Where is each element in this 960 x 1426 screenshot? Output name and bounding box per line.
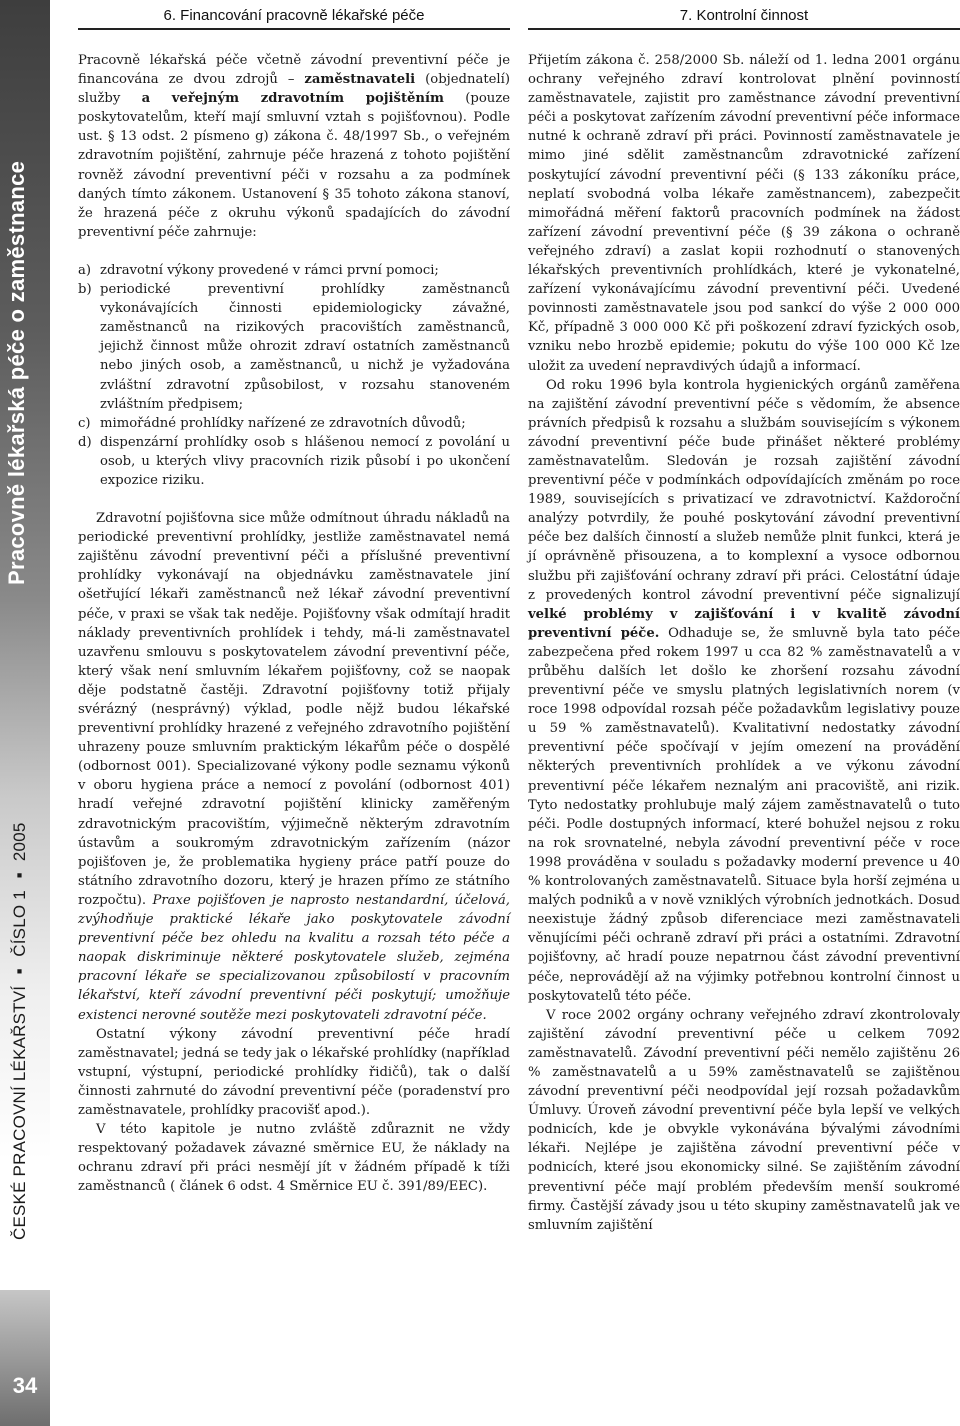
list-text: dispenzární prohlídky osob s hlášenou nemocí z povolání u osob, u kterých vlivy pracovních rizik působí i po ukončení expozice riziku. xyxy=(100,434,510,488)
list-marker: b) xyxy=(78,282,92,298)
page-number-tab xyxy=(0,1290,50,1426)
text-run: (objednatelí) služby xyxy=(78,72,511,107)
right-heading: 7. Kontrolní činnost xyxy=(679,7,809,24)
left-heading-rule xyxy=(78,28,510,30)
left-column xyxy=(78,0,510,1196)
bold-run: velké problémy v zajišťování i v kvalitě závodní preventivní péče. xyxy=(528,606,960,641)
italic-run: Praxe pojišťoven je naprosto nestandardní, účelová, zvýhodňuje praktické lékaře jako poskytovatele závodní preventivní péče bez ohledu na kvalitu a rozsah této péče a naopak diskriminuje některé poskytovatele služeb, zejména pracovní lékaře se specializovanou způsobilostí v pracovním lékařství, kteří závodní preventivní péči poskytují; umožňuje existenci nerovné soutěže mezi poskytovateli zdravotní péče. xyxy=(78,892,510,1023)
text-run: Pracovně lékařská péče včetně závodní preventivní péče je financována ze dvou zdrojů – xyxy=(78,53,510,88)
left-paragraph-4: V této kapitole je nutno zvláště zdůraznit ne vždy respektovaný požadavek závazné směrnice EU, že náklady na ochranu zdraví při práci nesmějí jít v žádném případě k tíži zaměstnanců ( článek 6 odst. 4 Směrnice EU č. 391/89/EEC). xyxy=(78,1122,510,1195)
section-title: Pracovně lékařská péče o zaměstnance xyxy=(4,160,29,585)
list-marker: a) xyxy=(78,262,92,278)
text-run: Zdravotní pojišťovna sice může odmítnout úhradu nákladů na periodické preventivní prohlídky, jestliže zaměstnavatel nemá zajištěnu závodní preventivní péči a příslušné preventivní prohlídky vykonávají na objednávku zaměstnavatele jiní ošetřující lékaři zaměstnanců než lékař závodní preventivní péče, v praxi se však tak neděje. Pojišťovny však odmítají hradit náklady preventivních prohlídek i tehdy, má-li zaměstnavatel uzavřenu smlouvu s poskytovatelem závodní preventivní péče, který však není smluvním lékařem pojišťovny, což se naopak děje podstatně častěji. Zdravotní pojišťovny totiž přijaly svérázný (nesprávný) výklad, podle nějž budou lékařské preventivní prohlídky hrazené z veřejného zdravotního pojištění uhrazeny pouze smluvním praktickým lékařům péče o dospělé (odbornost 001). Specializované výkony podle seznamu výkonů v oboru hygiena práce a nemocí z povolání (odbornost 401) hradí veřejné zdravotní pojištění klinicky zaměřeným zdravotnickým pracovištím, výjimečně některým zdravotním ústavům a soukromým zdravotnickým zařízením (názor pojišťoven je, že problematika hygieny práce patří pouze do státního zdravotního dozoru, který je hrazen přímo ze státního rozpočtu). xyxy=(78,511,510,908)
list-text: periodické preventivní prohlídky zaměstnanců vykonávajících činnosti epidemiologicky závažné, zaměstnanců na rizikových pracovištích zaměstnanců, jejichž činnost může ohrozit zdraví ostatních zaměstnanců nebo jiných osob, a zaměstnanců, u nichž je vyžadována zvláštní zdravotní způsobilost, v rozsahu stanoveném zvláštním předpisem; xyxy=(100,282,510,412)
right-paragraph-2 xyxy=(528,376,960,1006)
text-run: Odhaduje se, že smluvně byla tato péče zabezpečena před rokem 1997 u cca 82 % zaměstnavatelů a v průběhu dalších let došlo ke zhoršení rozsahu závodní preventivní péče ve smyslu platných legislativních norem (v roce 1998 odpovídal rozsah péče požadavkům legislativy pouze u 59 % zaměstnavatelů). Kvalitativní nedostatky závodní preventivní péče spočívají v jejím omezení na provádění některých preventivních prohlídek a ve výkonu závodní preventivní péče lékařem neznalým ani pracoviště, ani rizik. Tyto nedostatky prohlubuje malý zájem zaměstnavatelů o tuto péči. Podle dostupných informací, které bohužel nejsou z roku na rok srovnatelné, nebyla závodní preventivní péče v roce 1998 prováděna v souladu s požadavky moderní prevence u 40 % kontrolovaných zaměstnavatelů. Situace byla horší zejména u malých podniků a v nově vzniklých výrobních jednotkách. Dosud neexistuje žádný způsob diferenciace mezi zaměstnavateli věnujícími péči ochraně zdraví při práci a ostatními. Zdravotní pojišťovny, ač hradí pouze nepatrnou část závodní preventivní péče, neprovádějí až na výjimky potřebnou kontrolní činnost u poskytovatelů této péče. xyxy=(528,625,960,1004)
list-item xyxy=(78,280,510,414)
right-heading-rule xyxy=(528,28,960,30)
text-run: (pouze poskytovatelům, kteří mají smluvní vztah s pojišťovnou). Podle ust. § 13 odst. 2 písmeno g) zákona č. 48/1997 Sb., o veřejném zdravotním pojištění, zahrnuje péče hrazená z tohoto pojištění rovněž závodní preventivní péči v rozsahu a za podmínek daných tímto zákonem. Ustanovení § 35 tohoto zákona stanoví, že hrazená péče z okruhu výkonů spadajících do závodní preventivní péče zahrnuje: xyxy=(78,91,511,240)
list-marker: c) xyxy=(78,415,91,431)
list-item xyxy=(78,261,510,280)
bold-run: zaměstnavateli xyxy=(304,72,416,88)
right-body xyxy=(528,51,960,1235)
left-body xyxy=(78,51,510,1196)
left-paragraph-1 xyxy=(78,51,510,242)
list-item xyxy=(78,414,510,433)
left-paragraph-3: Ostatní výkony závodní preventivní péče hradí zaměstnavatel; jedná se tedy jak o lékařské prohlídky (například vstupní, výstupní, periodické prohlídky řidičů), tak o další činnosti zahrnuté do závodní preventivní péče (poradenství pro zaměstnavatele, prohlídky pracovišť apod.). xyxy=(78,1026,510,1118)
list-item xyxy=(78,433,510,490)
page-number: 34 xyxy=(12,1373,38,1398)
bold-run: a veřejným zdravotním pojištěním xyxy=(141,91,444,107)
list-text: zdravotní výkony provedené v rámci první pomoci; xyxy=(100,262,439,278)
spacer xyxy=(78,490,510,509)
list-marker: d) xyxy=(78,434,92,450)
text-run: Od roku 1996 byla kontrola hygienických orgánů zaměřena na zajištění závodní preventivní péče s vědomím, že absence právních předpisů k rozsahu a službám souvisejícím s výkonem závodní preventivní péče bude přinášet některé problémy zaměstnavatelům. Sledován je rozsah zajištění závodní preventivní péče v podmínkách odpovídajících změnám po roce 1989, souvisejících s privatizací ve zdravotnictví. Každoroční analýzy potvrdily, že pouhé poskytování závodní preventivní péče bez dalších činností a služeb nemůže plnit funkci, která je jí oprávněně přisouzena, a to komplexní a vysoce odbornou službu při zajišťování ochrany zdraví při práci. Celostátní údaje z provedených kontrol závodní preventivní péče signalizují xyxy=(528,377,960,603)
left-paragraph-2 xyxy=(78,509,510,1025)
journal-running-head: ČESKÉ PRACOVNÍ LÉKAŘSTVÍ ▪ ČÍSLO 1 ▪ 2005 xyxy=(10,822,29,1240)
right-column xyxy=(528,0,960,1235)
left-heading: 6. Financování pracovně lékařské péče xyxy=(163,7,425,24)
sidebar xyxy=(0,0,50,1426)
right-paragraph-3: V roce 2002 orgány ochrany veřejného zdraví zkontrolovaly zajištění závodní preventivní péče u celkem 7092 zaměstnavatelů. Závodní preventivní péči nemělo zajištěnu 26 % zaměstnavatelů a u 59% zaměstnavatelů se zajištěnou závodní preventivní péči neodpovídal její rozsah požadavkům Úmluvy. Úroveň závodní preventivní péče byla lepší ve velkých podnicích, kde je obvykle vykonávána bývalými závodními lékaři. Nejlépe je zajištěna závodní preventivní péče v podnicích, které jsou ekonomicky silné. Se zajištěním závodní preventivní péče mají problém především menší soukromé firmy. Častější závady jsou u této skupiny zaměstnavatelů jak ve smluvním zajištění xyxy=(528,1007,960,1233)
list-text: mimořádné prohlídky nařízené ze zdravotních důvodů; xyxy=(100,415,466,431)
spacer xyxy=(78,242,510,261)
right-paragraph-1: Přijetím zákona č. 258/2000 Sb. náleží od 1. ledna 2001 orgánu ochrany veřejného zdraví kontrolovat plnění povinností zaměstnavatele, zajistit pro zaměstnance závodní preventivní péči a poskytovat zařízením závodní preventivní péče informace nutné k ochraně zdraví při práci. Povinností zaměstnavatele je mimo jiné sdělit zaměstnancům zdravotnické zařízení poskytující závodní preventivní péči (§ 133 zákoníku práce, neplatí svobodná volba lékaře zaměstnancem), zabezpečit mimořádná měření faktorů pracovních podmínek na žádost zařízení závodní preventivní péče (§ 39 zákona o ochraně veřejného zdraví) a zaslat kopii rozhodnutí o stanovených lékařských preventivních prohlídkách, které je vykonatelné, zařízení vykonávajícímu závodní preventivní péči. Uvedené povinnosti zaměstnavatele jsou pod sankcí do výše 2 000 000 Kč, případně 3 000 000 Kč při poškození zdraví fyzických osob, vzniku nebo hrozbě epidemie; pokutu do výše 100 000 Kč lze uložit za uvedení nepravdivých údajů a informací. xyxy=(528,53,960,374)
left-list xyxy=(78,261,510,490)
